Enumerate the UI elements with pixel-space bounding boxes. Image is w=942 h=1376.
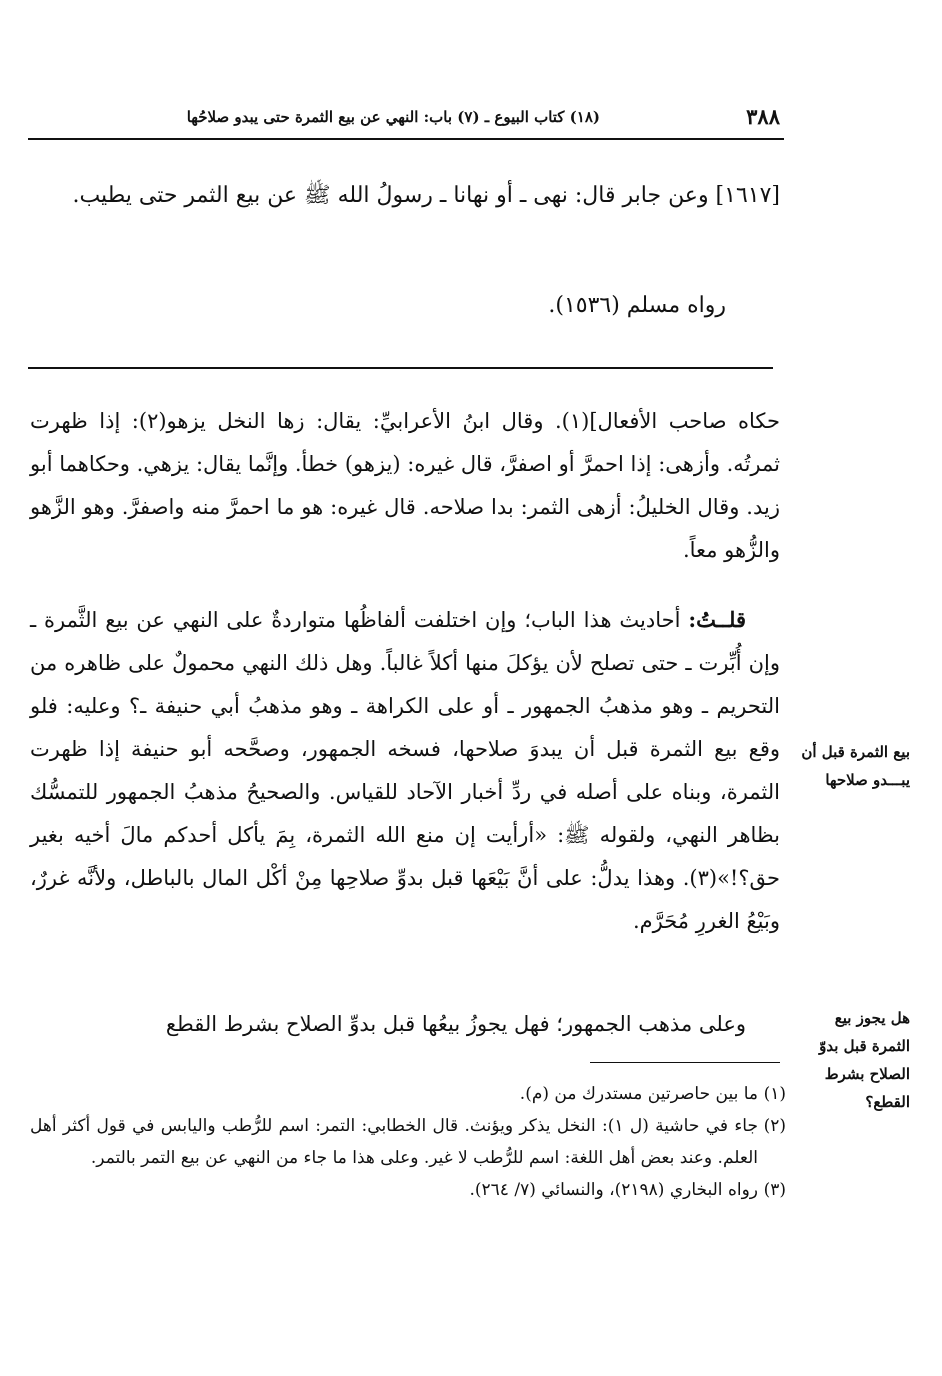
footnote-text: جاء في حاشية (ل ١): النخل يذكر ويؤنث. قال الخطابي: التمر: اسم للرُّطب واليابس في قول أكثر أهل العلم. وعند بعض أهل اللغة: اسم للرُّطب لا غير. وعلى هذا ما جاء من النهي عن بيع التمر بالتمر. bbox=[30, 1116, 758, 1168]
footnote-number: (٣) bbox=[763, 1180, 786, 1200]
running-title: (١٨) كتاب البيوع ـ (٧) باب: النهي عن بيع الثمرة حتى يبدو صلاحُها bbox=[186, 108, 600, 126]
commentary-paragraph-2 bbox=[30, 598, 780, 943]
footnote-2 bbox=[30, 1110, 786, 1174]
qult-label: قلــتُ: bbox=[688, 607, 746, 632]
commentary-paragraph-2-text: أحاديث هذا الباب؛ وإن اختلفت ألفاظُها متواردةٌ على النهي عن بيع الثَّمرة ـ وإن أُبِّرت ـ حتى تصلح لأن يؤكلَ منها أكلاً غالباً. وهل ذلك النهي محمولٌ على ظاهره من التحريم ـ وهو مذهبُ الجمهور ـ أو على الكراهة ـ وهو مذهبُ أبي حنيفة ـ؟ وعليه: فلو وقع بيع الثمرة قبل أن يبدوَ صلاحها، فسخه الجمهور، وصحَّحه أبو حنيفة إذا ظهرت الثمرة، وبناه على أصله في ردِّ أخبار الآحاد للقياس. والصحيحُ مذهبُ الجمهور للتمسُّك بظاهر النهي، ولقوله ﷺ: «أرأيت إن منع الله الثمرة، بِمَ يأكل أحدكم مالَ أخيه بغير حق؟!»(٣). وهذا يدلُّ: على أنَّ بَيْعَها قبل بدوِّ صلاحِها مِنْ أكْل المال بالباطل، ولأنَّه غررٌ، وبَيْعُ الغررِ مُحَرَّم. bbox=[30, 608, 780, 933]
hadith-text: [١٦١٧] وعن جابر قال: نهى ـ أو نهانا ـ رسولُ الله ﷺ عن بيع الثمر حتى يطيب. bbox=[72, 183, 780, 208]
footnote-3 bbox=[30, 1174, 786, 1206]
page-number: ٣٨٨ bbox=[746, 104, 780, 129]
hadith-source: رواه مسلم (١٥٣٦). bbox=[548, 293, 726, 318]
margin-note-2: هل يجوز بيع الثمرة قبل بدوّ الصلاح بشرط القطع؟ bbox=[819, 1009, 910, 1111]
footnote-number: (٢) bbox=[763, 1116, 786, 1136]
margin-note-1: بيع الثمرة قبل أن يبـــدو صلاحها bbox=[801, 743, 910, 789]
footnote-text: رواه البخاري (٢١٩٨)، والنسائي (٧/ ٢٦٤). bbox=[469, 1180, 758, 1200]
header-rule bbox=[28, 138, 784, 140]
footnote-text: ما بين حاصرتين مستدرك من (م). bbox=[519, 1084, 758, 1104]
section-rule bbox=[28, 367, 773, 369]
commentary-paragraph-3-text: وعلى مذهب الجمهور؛ فهل يجوزُ بيعُها قبل بدوِّ الصلاح بشرط القطع bbox=[165, 1012, 746, 1036]
commentary-paragraph-3 bbox=[30, 1004, 780, 1044]
running-header bbox=[150, 104, 780, 138]
commentary-paragraph-1: حكاه صاحب الأفعال](١). وقال ابنُ الأعرابيِّ: يقال: زها النخل يزهو(٢): إذا ظهرت ثمرتُه. وأزهى: إذا احمرَّ أو اصفرَّ، قال غيره: (يزهو) خطأ. وإنَّما يقال: يزهي. وحكاهما أبو زيد. وقال الخليلُ: أزهى الثمر: بدا صلاحه. قال غيره: هو ما احمرَّ منه واصفرَّ. وهو الزَّهو والزُّهو معاً. bbox=[30, 409, 781, 562]
footnotes bbox=[30, 1078, 786, 1206]
footnote-number: (١) bbox=[763, 1084, 786, 1104]
footnote-rule bbox=[590, 1062, 780, 1063]
footnote-1 bbox=[30, 1078, 786, 1110]
